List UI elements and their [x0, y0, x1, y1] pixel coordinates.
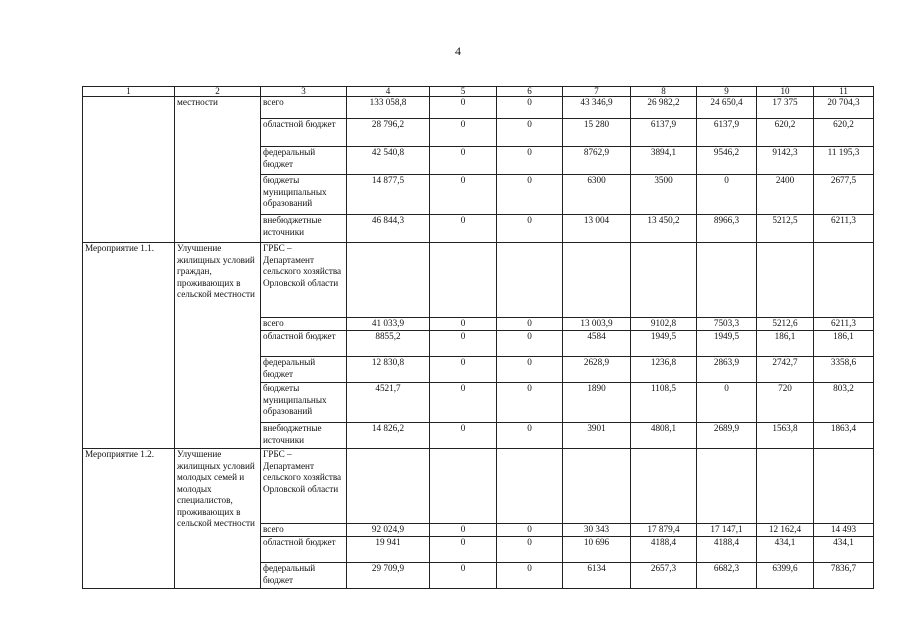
amount-cell: 0	[497, 537, 563, 563]
amount-cell: 17 375	[757, 97, 814, 119]
column-number-header: 4	[347, 87, 430, 97]
amount-cell: 28 796,2	[347, 119, 430, 147]
amount-cell: 2742,7	[757, 357, 814, 383]
funding-source-cell: бюджеты муниципальных образований	[261, 175, 347, 215]
amount-cell: 17 147,1	[697, 524, 757, 537]
amount-cell: 0	[430, 119, 497, 147]
amount-cell: 0	[430, 318, 497, 331]
amount-cell: 3901	[563, 423, 631, 449]
amount-cell: 92 024,9	[347, 524, 430, 537]
amount-cell: 17 879,4	[631, 524, 697, 537]
amount-cell: 2400	[757, 175, 814, 215]
amount-cell	[563, 243, 631, 318]
amount-cell: 15 280	[563, 119, 631, 147]
amount-cell: 43 346,9	[563, 97, 631, 119]
funding-source-cell: областной бюджет	[261, 331, 347, 357]
funding-source-cell: федеральный бюджет	[261, 147, 347, 175]
amount-cell: 13 004	[563, 215, 631, 243]
amount-cell: 0	[497, 175, 563, 215]
activity-label-cell	[83, 97, 175, 243]
amount-cell: 0	[430, 175, 497, 215]
amount-cell	[757, 449, 814, 524]
amount-cell: 0	[430, 524, 497, 537]
column-number-header: 2	[175, 87, 261, 97]
amount-cell: 4808,1	[631, 423, 697, 449]
amount-cell: 0	[497, 383, 563, 423]
table-row	[83, 243, 874, 318]
table-row	[83, 97, 874, 119]
amount-cell	[814, 449, 874, 524]
amount-cell: 30 343	[563, 524, 631, 537]
funding-source-cell: областной бюджет	[261, 119, 347, 147]
amount-cell: 0	[497, 147, 563, 175]
column-number-header: 9	[697, 87, 757, 97]
funding-source-cell: всего	[261, 97, 347, 119]
amount-cell	[631, 449, 697, 524]
activity-label-cell: Мероприятие 1.2.	[83, 449, 175, 589]
table-body	[83, 97, 874, 589]
amount-cell: 0	[430, 563, 497, 589]
amount-cell: 0	[430, 357, 497, 383]
amount-cell: 0	[497, 331, 563, 357]
amount-cell	[814, 243, 874, 318]
amount-cell: 7836,7	[814, 563, 874, 589]
activity-name-cell: местности	[175, 97, 261, 243]
amount-cell: 0	[497, 97, 563, 119]
amount-cell: 434,1	[814, 537, 874, 563]
amount-cell	[697, 243, 757, 318]
amount-cell: 12 162,4	[757, 524, 814, 537]
amount-cell: 2628,9	[563, 357, 631, 383]
amount-cell	[697, 449, 757, 524]
amount-cell: 1949,5	[631, 331, 697, 357]
amount-cell: 4188,4	[631, 537, 697, 563]
amount-cell: 0	[430, 215, 497, 243]
amount-cell: 7503,3	[697, 318, 757, 331]
amount-cell: 3500	[631, 175, 697, 215]
amount-cell: 186,1	[814, 331, 874, 357]
table-row	[83, 449, 874, 524]
amount-cell: 24 650,4	[697, 97, 757, 119]
budget-table	[82, 86, 874, 589]
amount-cell	[347, 243, 430, 318]
amount-cell: 6300	[563, 175, 631, 215]
amount-cell: 720	[757, 383, 814, 423]
amount-cell: 6134	[563, 563, 631, 589]
amount-cell: 26 982,2	[631, 97, 697, 119]
amount-cell: 4584	[563, 331, 631, 357]
funding-source-cell: внебюджетные источники	[261, 423, 347, 449]
amount-cell: 5212,5	[757, 215, 814, 243]
amount-cell: 6682,3	[697, 563, 757, 589]
amount-cell: 620,2	[757, 119, 814, 147]
amount-cell: 6137,9	[631, 119, 697, 147]
amount-cell: 11 195,3	[814, 147, 874, 175]
amount-cell: 10 696	[563, 537, 631, 563]
amount-cell: 0	[430, 537, 497, 563]
amount-cell: 1563,8	[757, 423, 814, 449]
amount-cell: 1108,5	[631, 383, 697, 423]
amount-cell: 9546,2	[697, 147, 757, 175]
amount-cell: 0	[497, 215, 563, 243]
amount-cell: 1890	[563, 383, 631, 423]
amount-cell: 13 450,2	[631, 215, 697, 243]
amount-cell: 2863,9	[697, 357, 757, 383]
amount-cell: 186,1	[757, 331, 814, 357]
amount-cell: 42 540,8	[347, 147, 430, 175]
amount-cell: 8966,3	[697, 215, 757, 243]
amount-cell: 0	[497, 524, 563, 537]
amount-cell: 803,2	[814, 383, 874, 423]
amount-cell: 8762,9	[563, 147, 631, 175]
amount-cell	[347, 449, 430, 524]
column-number-header: 10	[757, 87, 814, 97]
column-number-header: 8	[631, 87, 697, 97]
amount-cell: 4521,7	[347, 383, 430, 423]
amount-cell: 620,2	[814, 119, 874, 147]
funding-source-cell: областной бюджет	[261, 537, 347, 563]
amount-cell: 14 493	[814, 524, 874, 537]
activity-label-cell: Мероприятие 1.1.	[83, 243, 175, 449]
amount-cell: 0	[497, 563, 563, 589]
amount-cell: 0	[430, 97, 497, 119]
amount-cell: 9142,3	[757, 147, 814, 175]
amount-cell: 0	[697, 175, 757, 215]
funding-source-cell: ГРБС – Департамент сельского хозяйства Орловской области	[261, 449, 347, 524]
amount-cell: 4188,4	[697, 537, 757, 563]
amount-cell	[757, 243, 814, 318]
amount-cell: 434,1	[757, 537, 814, 563]
amount-cell: 8855,2	[347, 331, 430, 357]
amount-cell: 19 941	[347, 537, 430, 563]
amount-cell: 29 709,9	[347, 563, 430, 589]
amount-cell	[497, 243, 563, 318]
funding-source-cell: федеральный бюджет	[261, 563, 347, 589]
amount-cell: 6211,3	[814, 318, 874, 331]
amount-cell: 13 003,9	[563, 318, 631, 331]
amount-cell: 2657,3	[631, 563, 697, 589]
amount-cell	[631, 243, 697, 318]
amount-cell: 1863,4	[814, 423, 874, 449]
amount-cell: 6399,6	[757, 563, 814, 589]
funding-source-cell: бюджеты муниципальных образований	[261, 383, 347, 423]
amount-cell: 6211,3	[814, 215, 874, 243]
column-number-header: 6	[497, 87, 563, 97]
amount-cell	[430, 243, 497, 318]
column-number-header: 7	[563, 87, 631, 97]
amount-cell: 0	[430, 147, 497, 175]
column-number-row	[83, 87, 874, 97]
amount-cell	[497, 449, 563, 524]
amount-cell: 0	[497, 357, 563, 383]
amount-cell: 46 844,3	[347, 215, 430, 243]
amount-cell: 3894,1	[631, 147, 697, 175]
amount-cell: 14 877,5	[347, 175, 430, 215]
amount-cell: 5212,6	[757, 318, 814, 331]
amount-cell: 3358,6	[814, 357, 874, 383]
amount-cell: 133 058,8	[347, 97, 430, 119]
amount-cell: 1236,8	[631, 357, 697, 383]
activity-name-cell: Улучшение жилищных условий граждан, проживающих в сельской местности	[175, 243, 261, 449]
amount-cell: 20 704,3	[814, 97, 874, 119]
amount-cell: 2677,5	[814, 175, 874, 215]
amount-cell: 0	[497, 423, 563, 449]
amount-cell: 0	[430, 331, 497, 357]
funding-source-cell: внебюджетные источники	[261, 215, 347, 243]
amount-cell: 1949,5	[697, 331, 757, 357]
funding-source-cell: ГРБС – Департамент сельского хозяйства Орловской области	[261, 243, 347, 318]
column-number-header: 5	[430, 87, 497, 97]
column-number-header: 11	[814, 87, 874, 97]
amount-cell: 14 826,2	[347, 423, 430, 449]
page-number: 4	[455, 44, 461, 58]
amount-cell	[430, 449, 497, 524]
amount-cell: 12 830,8	[347, 357, 430, 383]
amount-cell: 9102,8	[631, 318, 697, 331]
amount-cell: 41 033,9	[347, 318, 430, 331]
amount-cell: 0	[497, 119, 563, 147]
amount-cell: 0	[430, 383, 497, 423]
column-number-header: 1	[83, 87, 175, 97]
amount-cell: 0	[697, 383, 757, 423]
amount-cell: 0	[430, 423, 497, 449]
amount-cell: 0	[497, 318, 563, 331]
amount-cell	[563, 449, 631, 524]
amount-cell: 6137,9	[697, 119, 757, 147]
funding-source-cell: федеральный бюджет	[261, 357, 347, 383]
funding-source-cell: всего	[261, 318, 347, 331]
amount-cell: 2689,9	[697, 423, 757, 449]
funding-source-cell: всего	[261, 524, 347, 537]
column-number-header: 3	[261, 87, 347, 97]
activity-name-cell: Улучшение жилищных условий молодых семей и молодых специалистов, проживающих в сельской местности	[175, 449, 261, 589]
